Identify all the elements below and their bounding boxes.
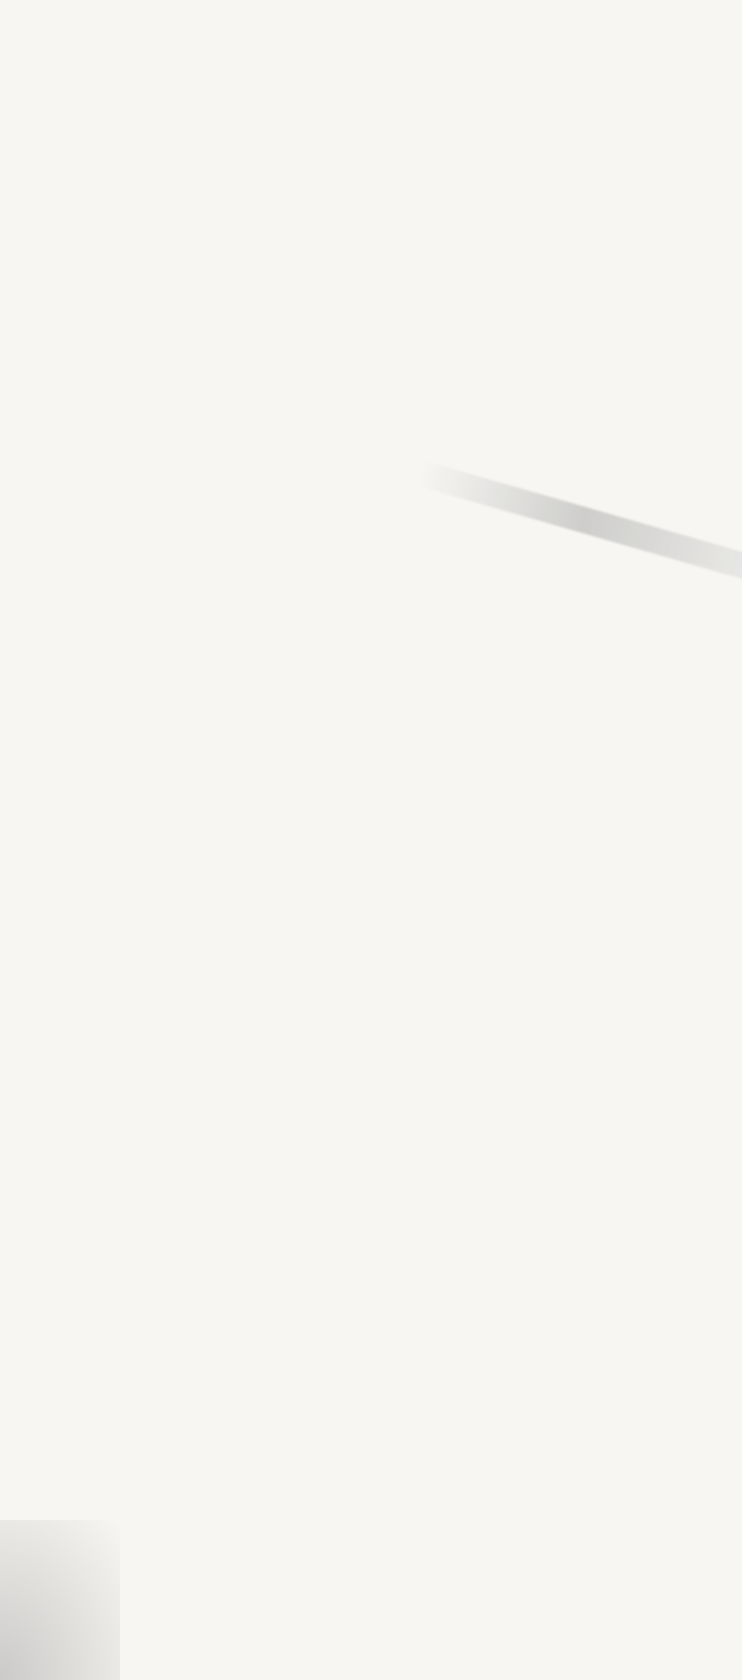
stir-fried-section [0, 832, 742, 838]
scan-smudge [416, 461, 742, 580]
satay-section [0, 405, 742, 411]
page-corner-shadow [0, 1520, 120, 1680]
curried-section [0, 1295, 742, 1301]
sweet-sour-section [0, 597, 742, 603]
